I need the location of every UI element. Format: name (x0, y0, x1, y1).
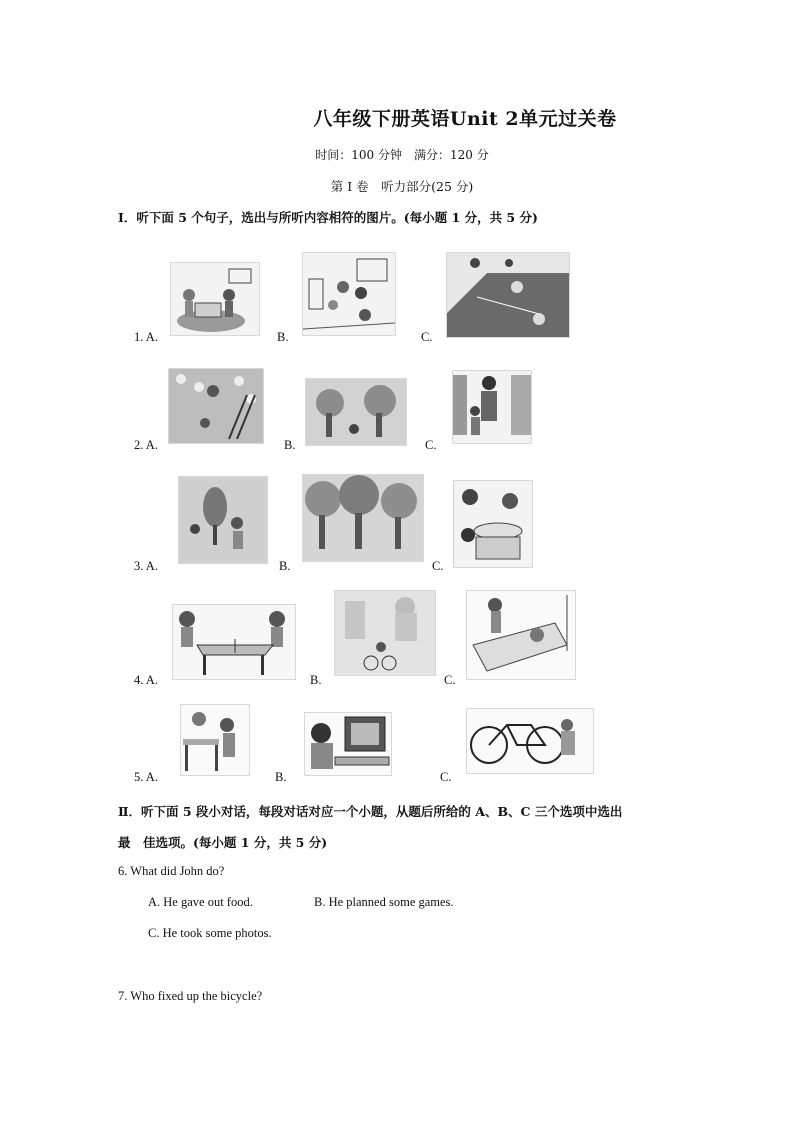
question-6-option-b[interactable]: B. He planned some games. (314, 895, 454, 909)
part2-instruction-line2: 最 佳选项。(每小题 1 分，共 5 分) (118, 835, 328, 850)
row4-label-c: C. (444, 673, 456, 687)
man-fixing-bicycle-illustration[interactable] (466, 708, 594, 774)
question-6-option-c[interactable]: C. He took some photos. (148, 926, 272, 940)
kids-playing-outdoors-illustration[interactable] (446, 252, 570, 338)
children-at-table-illustration[interactable] (170, 262, 260, 336)
row4-label-a: 4. A. (134, 673, 158, 687)
nurse-and-girl-illustration[interactable] (180, 704, 250, 776)
row3-label-c: C. (432, 559, 444, 573)
row5-label-a: 5. A. (134, 770, 158, 784)
fruit-picking-illustration[interactable] (168, 368, 264, 444)
page-title: 八年级下册英语Unit 2单元过关卷 (313, 108, 617, 130)
teacher-with-boy-library-illustration[interactable] (452, 370, 532, 444)
row5-label-c: C. (440, 770, 452, 784)
part2-instruction-line1: Ⅱ．听下面 5 段小对话，每段对话对应一个小题，从题后所给的 A、B、C 三个选项中选出 (118, 804, 623, 819)
row4-label-b: B. (310, 673, 322, 687)
row2-label-c: C. (425, 438, 437, 452)
question-6-option-a[interactable]: A. He gave out food. (148, 895, 253, 909)
row2-label-a: 2. A. (134, 438, 158, 452)
boy-at-computer-illustration[interactable] (304, 712, 392, 776)
row5-label-b: B. (275, 770, 287, 784)
ping-pong-players-illustration[interactable] (172, 604, 296, 680)
cycling-in-town-illustration[interactable] (334, 590, 436, 676)
children-in-room-illustration[interactable] (302, 252, 396, 336)
question-6: 6. What did John do? (118, 864, 225, 878)
forest-animals-illustration[interactable] (305, 378, 407, 446)
row2-label-b: B. (284, 438, 296, 452)
kids-planting-tree-illustration[interactable] (178, 476, 268, 564)
people-at-dinner-table-illustration[interactable] (453, 480, 533, 568)
row1-label-c: C. (421, 330, 433, 344)
row1-label-a: 1. A. (134, 330, 158, 344)
row3-label-a: 3. A. (134, 559, 158, 573)
part1-instruction: Ⅰ．听下面 5 个句子，选出与所听内容相符的图片。(每小题 1 分，共 5 分) (118, 210, 538, 225)
forest-trees-illustration[interactable] (302, 474, 424, 562)
row1-label-b: B. (277, 330, 289, 344)
row3-label-b: B. (279, 559, 291, 573)
question-7: 7. Who fixed up the bicycle? (118, 989, 263, 1003)
exam-meta: 时间：100 分钟 满分：120 分 (315, 148, 489, 162)
patient-in-hospital-bed-illustration[interactable] (466, 590, 576, 680)
section-heading: 第 Ⅰ 卷 听力部分(25 分) (330, 179, 474, 194)
